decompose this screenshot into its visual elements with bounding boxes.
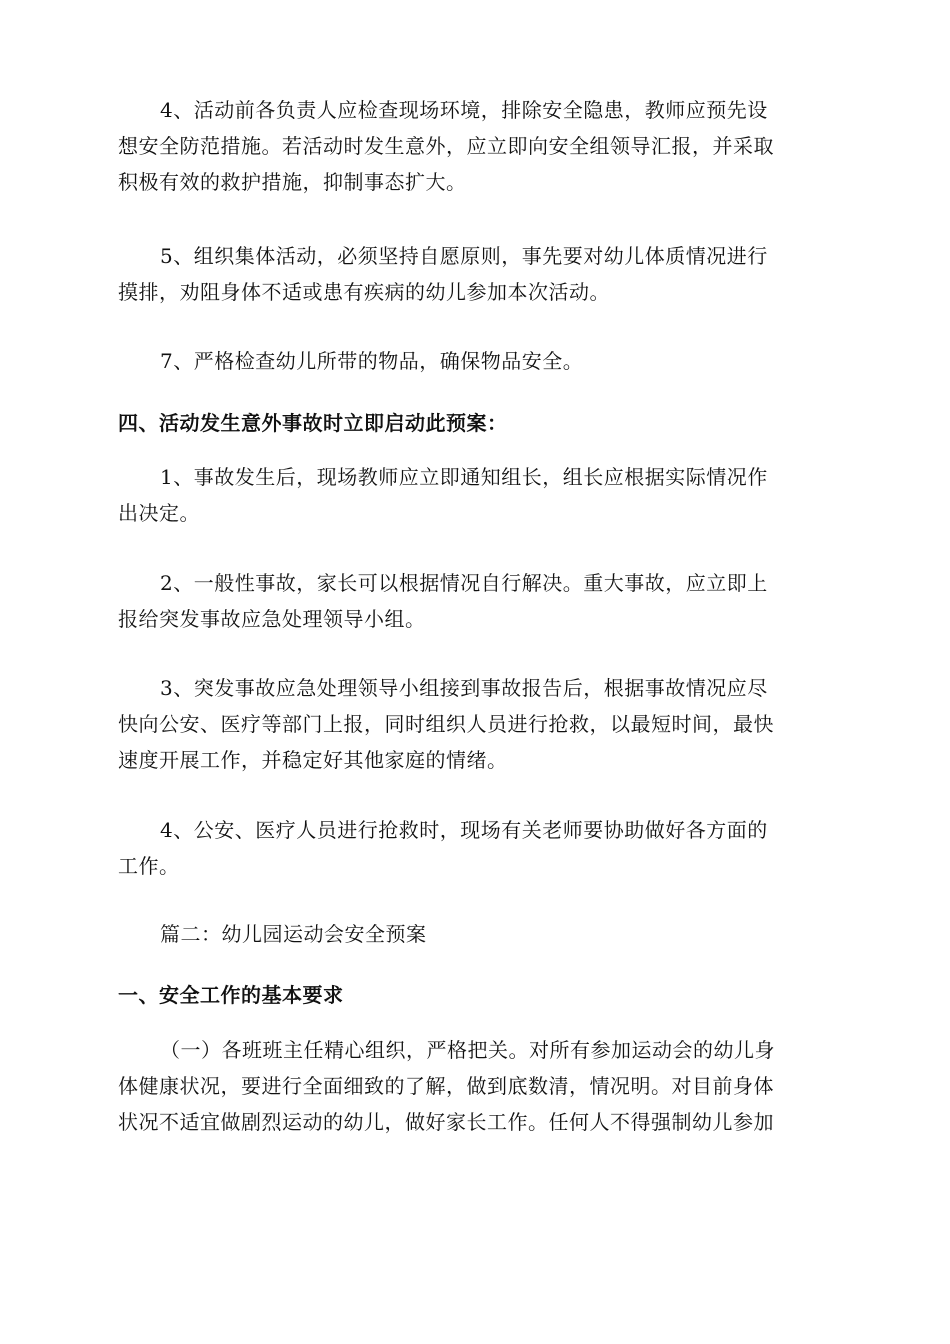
emergency-item-2 [118, 565, 834, 637]
text-line: 1、事故发生后，现场教师应立即通知组长，组长应根据实际情况作 [160, 465, 768, 489]
emergency-item-4 [118, 812, 834, 884]
text-line: 5、组织集体活动，必须坚持自愿原则，事先要对幼儿体质情况进行 [160, 244, 768, 268]
text-line: 4、活动前各负责人应检查现场环境，排除安全隐患，教师应预先设 [160, 98, 768, 122]
requirement-item-1 [118, 1032, 834, 1140]
emergency-item-1 [118, 459, 834, 531]
paragraph-item-4 [118, 92, 834, 200]
text-line: 想安全防范措施。若活动时发生意外，应立即向安全组领导汇报，并采取 [118, 134, 774, 158]
emergency-item-3 [118, 670, 834, 778]
paragraph-item-7 [118, 343, 834, 379]
paragraph-item-5 [118, 238, 834, 310]
text-line: 积极有效的救护措施，抑制事态扩大。 [118, 170, 467, 194]
text-line: 出决定。 [118, 501, 200, 525]
text-line: 状况不适宜做剧烈运动的幼儿，做好家长工作。任何人不得强制幼儿参加 [118, 1110, 774, 1134]
section-heading-4: 四、活动发生意外事故时立即启动此预案： [118, 411, 508, 435]
text-line: 工作。 [118, 854, 180, 878]
text-line: 体健康状况，要进行全面细致的了解，做到底数清，情况明。对目前身体 [118, 1074, 774, 1098]
text-line: 快向公安、医疗等部门上报，同时组织人员进行抢救，以最短时间，最快 [118, 712, 774, 736]
section-title [118, 916, 834, 952]
text-line: 7、严格检查幼儿所带的物品，确保物品安全。 [160, 349, 584, 373]
text-line: 2、一般性事故，家长可以根据情况自行解决。重大事故，应立即上 [160, 571, 768, 595]
text-line: 3、突发事故应急处理领导小组接到事故报告后，根据事故情况应尽 [160, 676, 768, 700]
text-line: （一）各班班主任精心组织，严格把关。对所有参加运动会的幼儿身 [160, 1038, 775, 1062]
text-line: 速度开展工作，并稳定好其他家庭的情绪。 [118, 748, 508, 772]
text-line: 报给突发事故应急处理领导小组。 [118, 607, 426, 631]
text-line: 4、公安、医疗人员进行抢救时，现场有关老师要协助做好各方面的 [160, 818, 768, 842]
section-heading-1: 一、安全工作的基本要求 [118, 983, 344, 1007]
text-line: 篇二：幼儿园运动会安全预案 [160, 922, 427, 946]
text-line: 摸排，劝阻身体不适或患有疾病的幼儿参加本次活动。 [118, 280, 610, 304]
